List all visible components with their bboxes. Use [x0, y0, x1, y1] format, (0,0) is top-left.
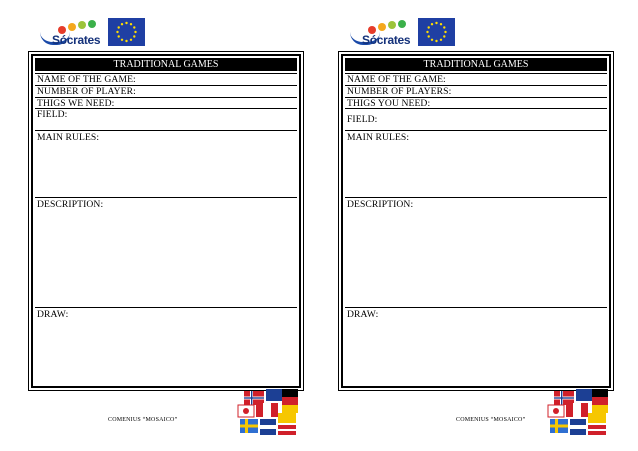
socrates-logo	[40, 18, 150, 50]
eu-flag-icon	[108, 18, 145, 46]
field-description: DESCRIPTION:	[35, 197, 297, 307]
socrates-logo	[350, 18, 460, 50]
eu-flag-icon	[418, 18, 455, 46]
field-game-name: NAME OF THE GAME:	[35, 73, 297, 85]
field-game-name: NAME OF THE GAME:	[345, 73, 607, 85]
footer-text: COMENIUS “MOSAICO”	[108, 417, 178, 423]
field-things-needed: THIGS WE NEED:	[35, 97, 297, 108]
field-draw: DRAW:	[345, 307, 607, 384]
field-main-rules: MAIN RULES:	[345, 130, 607, 197]
card-title: TRADITIONAL GAMES	[35, 58, 297, 71]
worksheet-right	[310, 0, 629, 451]
field-draw: DRAW:	[35, 307, 297, 384]
field-main-rules: MAIN RULES:	[35, 130, 297, 197]
field-field: FIELD:	[35, 108, 297, 130]
flags-puzzle-image	[546, 389, 610, 437]
field-things-needed: THIGS YOU NEED:	[345, 97, 607, 108]
game-card	[31, 54, 301, 388]
field-description: DESCRIPTION:	[345, 197, 607, 307]
socrates-brand-mark	[40, 18, 112, 50]
socrates-logo-text: Sócrates	[362, 33, 411, 47]
field-number-of-players: NUMBER OF PLAYER:	[35, 85, 297, 97]
flags-puzzle-image	[236, 389, 300, 437]
footer-text: COMENIUS “MOSAICO”	[456, 417, 526, 423]
field-field: FIELD:	[345, 108, 607, 130]
socrates-brand-mark	[350, 18, 422, 50]
game-card	[341, 54, 611, 388]
field-number-of-players: NUMBER OF PLAYERS:	[345, 85, 607, 97]
socrates-logo-text: Sócrates	[52, 33, 101, 47]
card-title: TRADITIONAL GAMES	[345, 58, 607, 71]
